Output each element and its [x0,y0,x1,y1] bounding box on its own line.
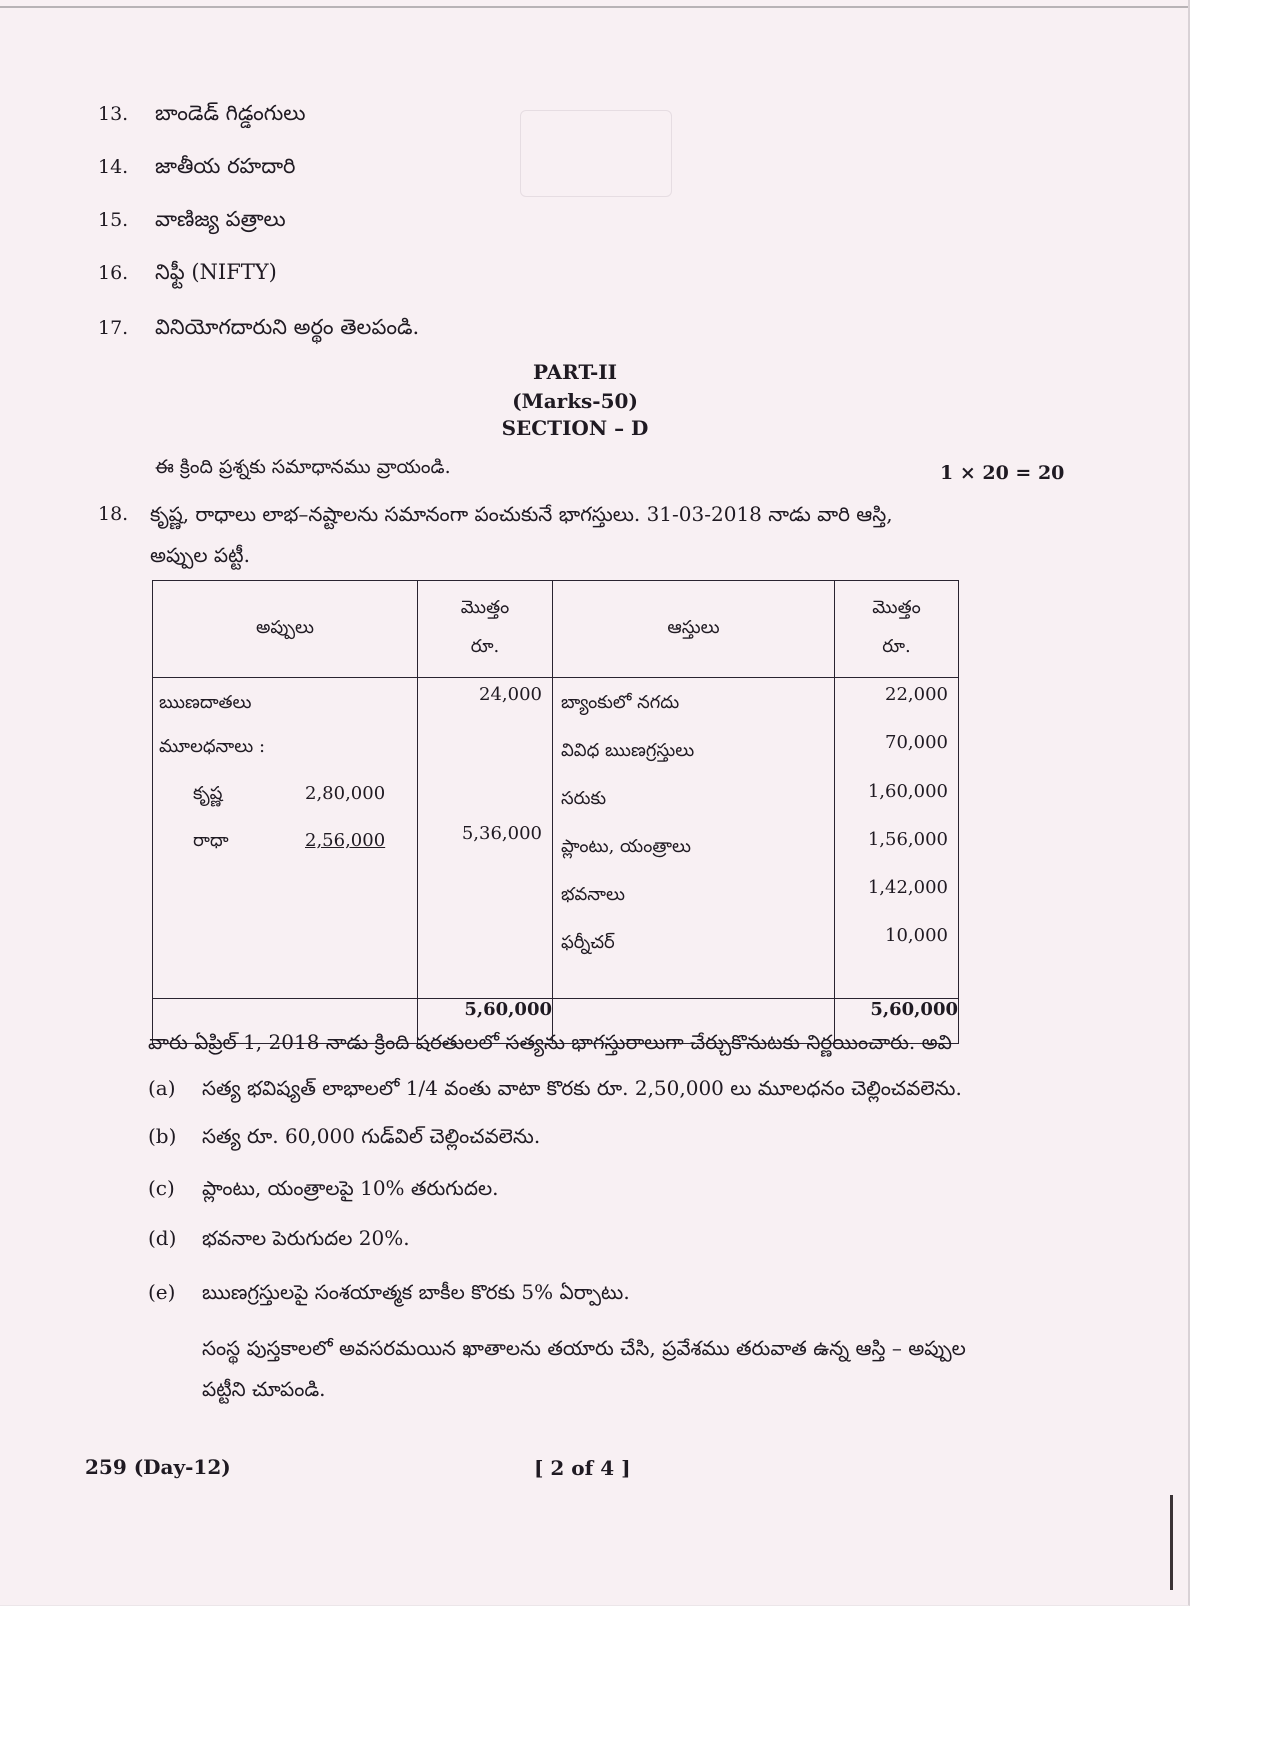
amount-header-assets [835,581,959,678]
liability-creditors: ఋణదాతలు [159,692,252,713]
question-number: 16. [98,262,129,284]
asset-name: భవనాలు [561,884,625,905]
question-number: 17. [98,317,129,339]
amount-label: మొత్తం [460,597,510,618]
question-number: 18. [98,503,129,525]
bleed-through-mark [520,110,672,197]
liabilities-total: 5,60,000 [418,999,553,1044]
creditors-amount: 24,000 [479,684,542,705]
partner-capital: 2,56,000 [305,830,386,851]
question-18-text-cont: అప్పుల పట్టీ. [150,543,250,567]
asset-amount: 10,000 [885,925,948,946]
amount-header-liabilities [418,581,553,678]
liabilities-amount-cell [418,678,553,999]
margin-mark [1170,1495,1173,1590]
question-text: వాణిజ్య పత్రాలు [155,207,286,231]
task-instruction-cont: పట్టీని చూపండి. [202,1377,326,1401]
capital-amount: 5,36,000 [461,823,542,844]
asset-name: ప్లాంటు, యంత్రాలు [561,836,691,857]
asset-name: ఫర్నీచర్ [561,932,615,953]
condition-label: (b) [148,1124,177,1148]
asset-amount: 1,56,000 [867,829,948,850]
page-indicator: [ 2 of 4 ] [534,1456,631,1480]
condition-label: (e) [148,1280,176,1304]
condition-text: సత్య భవిష్యత్ లాభాలలో 1/4 వంతు వాటా కొరకు రూ. 2,50,000 లు మూలధనం చెల్లించవలెను. [202,1076,962,1100]
question-number: 15. [98,209,129,231]
asset-name: సరుకు [561,788,607,809]
currency-label: రూ. [882,636,911,657]
condition-label: (a) [148,1076,176,1100]
marks-scheme: 1 × 20 = 20 [940,462,1065,484]
question-text: నిఫ్టీ (NIFTY) [155,260,277,284]
part-heading: PART-II [533,360,617,384]
condition-label: (c) [148,1176,175,1200]
partner-name: కృష్ణ [193,783,223,804]
balance-sheet-table [152,580,959,1044]
liability-capital: మూలధనాలు : [159,736,266,757]
assets-cell [553,678,835,999]
paper-code: 259 (Day-12) [85,1455,231,1479]
top-border-line [0,6,1188,8]
condition-text: భవనాల పెరుగుదల 20%. [202,1226,410,1250]
section-instruction: ఈ క్రింది ప్రశ్నకు సమాధానము వ్రాయండి. [155,456,451,478]
task-instruction: సంస్థ పుస్తకాలలో అవసరమయిన ఖాతాలను తయారు చేసి, ప్రవేశము తరువాత ఉన్న ఆస్తి – అప్పుల [202,1336,966,1360]
asset-amount: 22,000 [885,684,948,705]
condition-text: సత్య రూ. 60,000 గుడ్‌విల్ చెల్లించవలెను. [202,1124,541,1148]
question-text: జాతీయ రహదారి [155,154,296,178]
question-text: బాండెడ్ గిడ్డంగులు [155,101,306,125]
admission-intro: వారు ఏప్రిల్ 1, 2018 నాడు క్రింది షరతులలో సత్యను భాగస్తురాలుగా చేర్చుకొనుటకు నిర్ణయించారు. అవి [148,1030,952,1054]
question-18-text: కృష్ణ, రాధాలు లాభ–నష్టాలను సమానంగా పంచుకునే భాగస్తులు. 31-03-2018 నాడు వారి ఆస్తి, [150,502,893,526]
currency-label: రూ. [470,636,500,657]
assets-total: 5,60,000 [835,999,959,1044]
partner-name: రాధా [193,830,229,851]
assets-header: ఆస్తులు [553,581,835,678]
assets-amount-cell [835,678,959,999]
question-text: వినియోగదారుని అర్థం తెలపండి. [155,315,420,339]
liabilities-header: అప్పులు [153,581,418,678]
liabilities-cell [153,678,418,999]
asset-name: బ్యాంకులో నగదు [561,692,680,713]
asset-amount: 1,42,000 [867,877,948,898]
condition-text: ప్లాంటు, యంత్రాలపై 10% తరుగుదల. [202,1176,499,1200]
question-number: 14. [98,156,129,178]
condition-text: ఋణగ్రస్తులపై సంశయాత్మక బాకీల కొరకు 5% ఏర్పాటు. [202,1280,630,1304]
asset-amount: 70,000 [885,732,948,753]
asset-amount: 1,60,000 [867,781,948,802]
marks-heading: (Marks-50) [512,389,638,413]
section-heading: SECTION – D [501,416,649,440]
condition-label: (d) [148,1226,177,1250]
asset-name: వివిధ ఋణగ్రస్తులు [561,740,695,761]
partner-capital: 2,80,000 [305,783,386,804]
question-number: 13. [98,103,129,125]
amount-label: మొత్తం [872,597,921,618]
